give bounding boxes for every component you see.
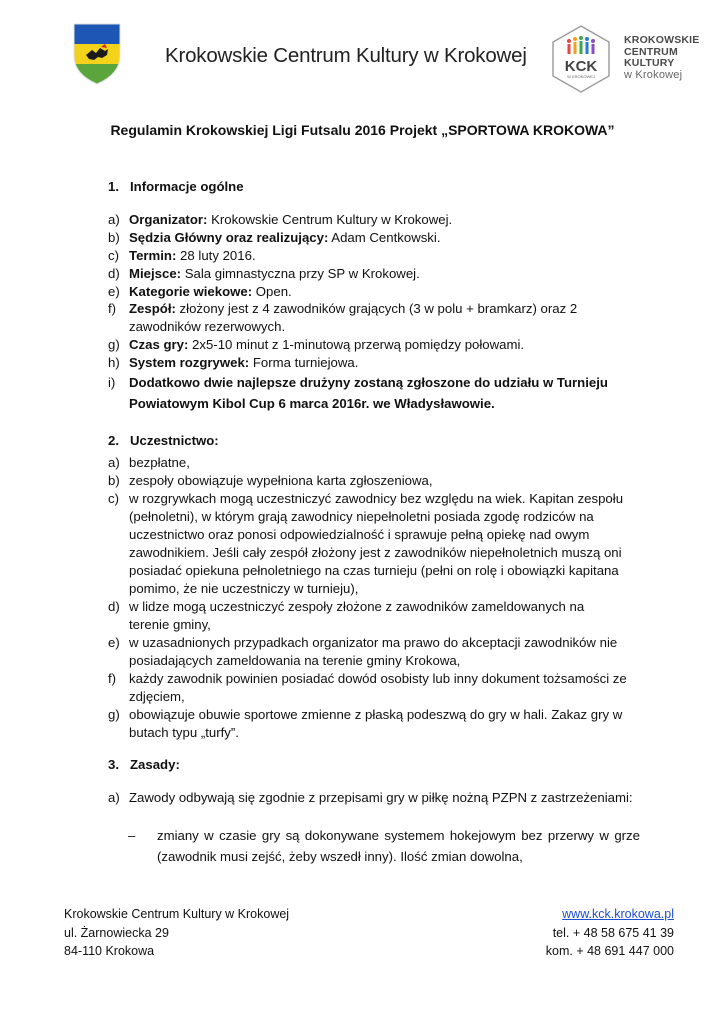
kck-logo-line4: w Krokowej <box>624 68 683 81</box>
item-text: 28 luty 2016. <box>176 248 256 263</box>
sub-item-text: zmiany w czasie gry są dokonywane systemem hokejowym bez przerwy w grze (zawodnik musi zejść, żeby wszedł inny). Ilość zmian dowolna, <box>157 828 640 864</box>
item-label: i) <box>108 375 116 390</box>
list-item <box>108 283 648 301</box>
list-item <box>108 247 648 265</box>
coat-of-arms-icon <box>72 22 122 86</box>
section-number: 3. <box>108 757 119 772</box>
item-label: b) <box>108 230 120 245</box>
footer-website-link[interactable]: www.kck.krokowa.pl <box>562 907 674 921</box>
list-item <box>108 229 648 247</box>
item-label: b) <box>108 473 120 488</box>
list-item <box>108 634 628 670</box>
kck-logo-icon <box>546 24 616 94</box>
kck-logo-text <box>624 35 700 81</box>
kck-logo-line3: KULTURY <box>624 57 675 69</box>
list-item <box>108 372 608 414</box>
header-title-text: Krokowskie Centrum Kultury w Krokowej <box>165 44 527 67</box>
item-bold: Termin: <box>129 248 177 263</box>
item-label: e) <box>108 284 120 299</box>
header-title <box>165 44 527 68</box>
list-item <box>108 490 640 598</box>
item-label: a) <box>108 212 120 227</box>
kck-logo-line1: KROKOWSKIE <box>624 34 700 46</box>
section-title: Zasady: <box>130 757 180 772</box>
item-text: zespoły obowiązuje wypełniona karta zgłoszeniowa, <box>129 473 433 488</box>
footer-org: Krokowskie Centrum Kultury w Krokowej <box>64 907 290 921</box>
section-number: 2. <box>108 433 119 448</box>
item-text: w lidze mogą uczestniczyć zespoły złożone z zawodników zameldowanych na terenie gminy, <box>129 599 585 632</box>
item-text: 2x5-10 minut z 1-minutową przerwą pomiędzy połowami. <box>188 337 525 352</box>
list-item <box>108 598 628 634</box>
item-label: c) <box>108 248 119 263</box>
list-item <box>108 472 648 490</box>
sub-list-item <box>128 825 640 867</box>
item-label: d) <box>108 599 120 614</box>
footer-contact <box>546 905 674 961</box>
kck-logo-line2: CENTRUM <box>624 45 678 58</box>
document-title: Regulamin Krokowskiej Ligi Futsalu 2016 Projekt „SPORTOWA KROKOWA” <box>110 122 615 138</box>
section-3-heading <box>108 757 180 772</box>
footer-city: 84-110 Krokowa <box>64 944 155 958</box>
list-item <box>108 706 640 742</box>
item-label: h) <box>108 355 120 370</box>
item-bold: System rozgrywek: <box>129 355 250 370</box>
section-title: Informacje ogólne <box>130 179 244 194</box>
item-text: Krokowskie Centrum Kultury w Krokowej. <box>207 212 453 227</box>
item-text: każdy zawodnik powinien posiadać dowód osobisty lub inny dokument tożsamości ze zdjęciem, <box>129 671 627 704</box>
list-item <box>108 211 648 229</box>
item-bold: Czas gry: <box>129 337 189 352</box>
item-bold: Zespół: <box>129 301 176 316</box>
item-text: w uzasadnionych przypadkach organizator ma prawo do akceptacji zawodników nie posiadających zameldowania na terenie gminy Krokowa, <box>129 635 618 668</box>
item-bold: Sędzia Główny oraz realizujący: <box>129 230 329 245</box>
kck-logo-mark: KCK <box>564 58 598 75</box>
section-2-heading <box>108 433 219 448</box>
item-label: a) <box>108 790 120 805</box>
footer-tel: tel. + 48 58 675 41 39 <box>552 925 674 940</box>
section-1-heading <box>108 179 244 194</box>
footer-kom: kom. + 48 691 447 000 <box>545 944 674 958</box>
item-text: Zawody odbywają się zgodnie z przepisami gry w piłkę nożną PZPN z zastrzeżeniami: <box>129 790 633 805</box>
section-number: 1. <box>108 179 119 194</box>
list-item <box>108 300 578 336</box>
footer-street: ul. Żarnowiecka 29 <box>64 925 169 940</box>
item-text: bezpłatne, <box>129 455 190 470</box>
item-bold: Organizator: <box>129 212 208 227</box>
list-item <box>108 336 648 354</box>
item-label: f) <box>108 301 117 316</box>
bullet-dash: – <box>128 828 136 843</box>
item-bold: Miejsce: <box>129 266 182 281</box>
item-text: Sala gimnastyczna przy SP w Krokowej. <box>181 266 420 281</box>
item-text: w rozgrywkach mogą uczestniczyć zawodnicy bez względu na wiek. Kapitan zespołu (pełnoletni), w którym grają zawodnicy niepełnoletni posiada zgodę rodziców na uczestnictwo oraz ponosi odpowiedzialność i sprawuje pełną opiekę nad owym zawodnikiem. Jeśli cały zespół złożony jest z zawodników niepełnoletnich muszą oni posiadać opiekuna pełnoletniego na czas turnieju (pełni on rolę i obowiązki kapitana pomimo, że nie uczestniczy w turnieju), <box>129 491 624 596</box>
list-item <box>108 670 640 706</box>
item-label: d) <box>108 266 120 281</box>
list-item <box>108 454 648 472</box>
list-item <box>108 265 648 283</box>
item-label: a) <box>108 455 120 470</box>
kck-logo-sub: W KROKOWEJ <box>567 74 595 79</box>
item-label: e) <box>108 635 120 650</box>
section-title: Uczestnictwo: <box>130 433 219 448</box>
list-item <box>108 354 648 372</box>
item-text: Forma turniejowa. <box>249 355 359 370</box>
item-label: c) <box>108 491 119 506</box>
item-bold: Kategorie wiekowe: <box>129 284 253 299</box>
item-label: g) <box>108 337 120 352</box>
footer-address <box>64 905 289 961</box>
list-item <box>108 789 641 807</box>
item-bold: Dodatkowo dwie najlepsze drużyny zostaną zgłoszone do udziału w Turnieju Powiatowym Kibol Cup 6 marca 2016r. we Władysławowie. <box>129 375 608 411</box>
item-text: Open. <box>252 284 292 299</box>
item-label: f) <box>108 671 117 686</box>
item-text: obowiązuje obuwie sportowe zmienne z płaską podeszwą do gry w hali. Zakaz gry w butach typu „turfy”. <box>129 707 623 740</box>
item-label: g) <box>108 707 120 722</box>
item-text: Adam Centkowski. <box>328 230 441 245</box>
item-text: złożony jest z 4 zawodników grających (3 w polu + bramkarz) oraz 2 zawodników rezerwowych. <box>129 301 578 334</box>
